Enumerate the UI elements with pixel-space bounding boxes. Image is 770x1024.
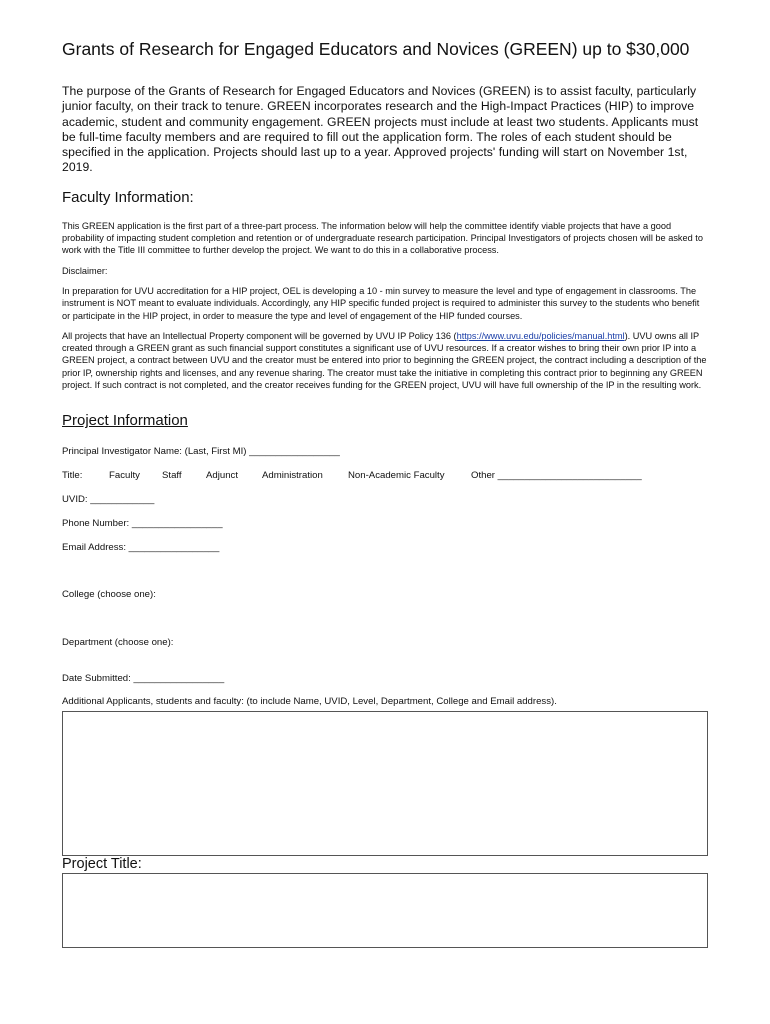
title-option-non-academic-faculty[interactable]: Non-Academic Faculty	[348, 470, 445, 482]
title-option-staff[interactable]: Staff	[162, 470, 182, 482]
date-submitted-field[interactable]: Date Submitted: _________________	[62, 673, 225, 685]
ip-policy-paragraph	[62, 330, 710, 391]
email-address-field[interactable]: Email Address: _________________	[62, 542, 220, 554]
ip-text-before: All projects that have an Intellectual Property component will be governed by UVU IP Policy 136 (	[62, 330, 457, 341]
faculty-information-heading: Faculty Information:	[62, 188, 194, 206]
document-page	[62, 38, 710, 948]
title-option-adjunct[interactable]: Adjunct	[206, 470, 238, 482]
ip-text-after: ). UVU owns all IP created through a GREEN grant as such financial support constitutes a significant use of UVU resources. If a creator wishes to bring their own prior IP into a GREEN project, a contract between UVU and the creator must be entered into prior to beginning the GREEN project, the contract including a description of the prior IP, ownership rights and licenses, and any revenue sharing. The creator must take the initiative in completing this contract prior to beginning any GREEN project. If such contract is not completed, and the creator receives funding for the GREEN project, UVU will have full ownership of the IP in the resulting work.	[62, 330, 707, 391]
project-information-heading: Project Information	[62, 412, 188, 430]
disclaimer-paragraph: In preparation for UVU accreditation for a HIP project, OEL is developing a 10 - min survey to measure the level and type of engagement in classrooms. The instrument is NOT meant to evaluate individuals. Accordingly, any HIP specific funded project is required to administer this survey to the students who benefit or participate in the HIP project, in order to measure the type and level of engagement of the HIP funded courses.	[62, 285, 700, 321]
pi-name-field[interactable]: Principal Investigator Name: (Last, First MI) _________________	[62, 446, 340, 458]
department-select-label[interactable]: Department (choose one):	[62, 637, 174, 649]
college-select-label[interactable]: College (choose one):	[62, 589, 156, 601]
project-title-textbox[interactable]	[62, 873, 708, 948]
additional-applicants-textbox[interactable]	[62, 711, 708, 856]
ip-policy-link[interactable]: https://www.uvu.edu/policies/manual.html	[456, 330, 625, 341]
additional-applicants-label: Additional Applicants, students and faculty: (to include Name, UVID, Level, Department, College and Email address).	[62, 696, 557, 708]
phone-number-field[interactable]: Phone Number: _________________	[62, 518, 223, 530]
title-option-faculty[interactable]: Faculty	[109, 470, 140, 482]
uvid-field[interactable]: UVID: ____________	[62, 494, 155, 506]
intro-paragraph: The purpose of the Grants of Research for Engaged Educators and Novices (GREEN) is to assist faculty, particularly junior faculty, on their track to tenure. GREEN incorporates research and the High-Impact Practices (HIP) to improve academic, student and community engagement. GREEN projects must include at least two students. Applicants must be full-time faculty members and are required to fill out the application form. The roles of each student should be specified in the application. Projects should last up to a year. Approved projects' funding will start on November 1st, 2019.	[62, 84, 699, 175]
title-option-administration[interactable]: Administration	[262, 470, 323, 482]
title-label: Title:	[62, 470, 83, 482]
title-options-row	[62, 469, 710, 482]
page-title: Grants of Research for Engaged Educators and Novices (GREEN) up to $30,000	[62, 39, 690, 59]
title-option-other[interactable]: Other ___________________________	[471, 470, 642, 482]
disclaimer-label: Disclaimer:	[62, 265, 108, 276]
faculty-paragraph: This GREEN application is the first part of a three-part process. The information below will help the committee identify viable projects that have a good probability of impacting student completion and retention or of undergraduate research participation. Principal Investigators of projects chosen will be asked to work with the Title III committee to further develop the project. We want to do this in a collaborative process.	[62, 220, 703, 256]
project-title-label: Project Title:	[62, 856, 142, 873]
